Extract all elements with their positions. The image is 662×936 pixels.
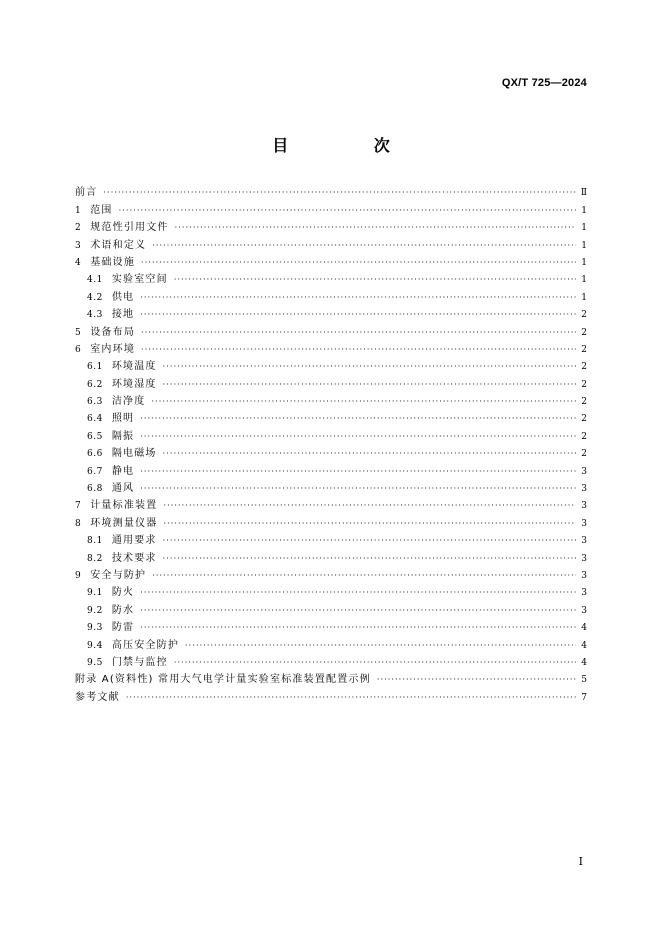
toc-entry-number: 6.4 [87,414,103,425]
toc-entry-page: 2 [581,379,587,390]
toc-entry[interactable] [75,304,587,321]
toc-entry-title: 通风 [111,483,135,495]
toc-entry-page: 7 [581,692,587,703]
toc-entry-title: 环境湿度 [111,378,157,390]
toc-dot-leader [163,379,576,391]
toc-entry[interactable] [75,217,587,234]
toc-entry-page: 1 [581,257,587,268]
toc-dot-leader [152,570,576,582]
toc-entry-number: 9.1 [87,588,103,599]
toc-entry-number: 4.3 [87,310,103,321]
toc-entry-page: 1 [581,275,587,286]
toc-entry-page: 5 [581,675,587,686]
toc-entry[interactable] [75,669,587,686]
toc-entry[interactable] [75,339,587,356]
standard-code: QX/T 725—2024 [501,77,587,89]
toc-entry-title: 环境温度 [111,361,157,373]
toc-entry-title: 范围 [90,204,113,216]
toc-dot-leader [141,344,576,356]
toc-entry[interactable] [75,321,587,338]
toc-entry[interactable] [75,199,587,216]
toc-entry-number: 6.7 [87,466,103,477]
toc-entry-title: 附录 A(资料性) 常用大气电学计量实验室标准装置配置示例 [75,674,371,686]
toc-entry-title: 安全与防护 [90,569,147,581]
toc-entry[interactable] [75,495,587,512]
toc-entry[interactable] [75,634,587,651]
toc-dot-leader [141,257,576,269]
toc-dot-leader [140,466,576,478]
page-number: Ⅰ [578,855,583,868]
toc-entry-page: 3 [581,518,587,529]
toc-entry-number: 9.3 [87,623,103,634]
toc-entry-number: 2 [75,223,82,234]
toc-entry-title: 参考文献 [75,691,120,703]
toc-entry-title: 防水 [111,604,135,616]
toc-dot-leader [152,240,576,252]
toc-entry[interactable] [75,617,587,634]
toc-entry-number: 6.6 [87,449,103,460]
toc-dot-leader [174,274,576,286]
toc-entry-number: 9.4 [87,640,103,651]
toc-entry[interactable] [75,686,587,703]
toc-entry[interactable] [75,408,587,425]
toc-entry[interactable] [75,269,587,286]
toc-entry-title: 洁净度 [111,396,146,408]
toc-entry-title: 前言 [75,187,98,199]
toc-entry-title: 门禁与监控 [111,656,168,668]
toc-entry-page: 4 [581,640,587,651]
toc-entry-page: 3 [581,536,587,547]
toc-dot-leader [126,692,576,704]
toc-entry[interactable] [75,391,587,408]
toc-entry[interactable] [75,652,587,669]
toc-entry[interactable] [75,182,587,199]
toc-entry-page: 2 [581,327,587,338]
toc-dot-leader [119,205,576,217]
toc-entry-number: 9 [75,570,82,581]
toc-entry-title: 隔电磁场 [111,448,157,460]
toc-entry-number: 7 [75,501,82,512]
toc-entry[interactable] [75,582,587,599]
toc-entry-number: 6.8 [87,484,103,495]
toc-entry-page: 4 [581,657,587,668]
toc-dot-leader [140,413,576,425]
toc-entry-page: 3 [581,553,587,564]
toc-entry-number: 6.3 [87,397,103,408]
toc-entry-number: 8.2 [87,553,103,564]
toc-entry-number: 9.5 [87,657,103,668]
toc-entry-title: 实验室空间 [111,274,168,286]
toc-dot-leader [151,396,576,408]
toc-dot-leader [140,431,576,443]
toc-entry-page: 3 [581,588,587,599]
toc-dot-leader [141,327,576,339]
toc-entry[interactable] [75,565,587,582]
toc-entry-page: 3 [581,484,587,495]
toc-entry-page: 2 [581,449,587,460]
toc-dot-leader [163,500,576,512]
toc-entry-number: 3 [75,240,82,251]
toc-entry[interactable] [75,286,587,303]
toc-entry-title: 防雷 [111,622,135,634]
toc-entry-number: 4.2 [87,292,103,303]
toc-dot-leader [140,483,576,495]
toc-entry-page: 2 [581,362,587,373]
toc-entry[interactable] [75,443,587,460]
toc-entry[interactable] [75,530,587,547]
toc-entry-page: 2 [581,397,587,408]
toc-entry-number: 4.1 [87,275,103,286]
toc-entry-title: 规范性引用文件 [90,222,169,234]
toc-entry-title: 设备布局 [90,326,136,338]
toc-entry-number: 8 [75,518,82,529]
toc-entry[interactable] [75,599,587,616]
toc-dot-leader [140,292,576,304]
toc-entry-title: 通用要求 [111,535,157,547]
toc-entry-page: 4 [581,623,587,634]
toc-entry[interactable] [75,460,587,477]
toc-entry-title: 供电 [111,291,135,303]
toc-entry-title: 计量标准装置 [90,500,158,512]
toc-entry-number: 9.2 [87,605,103,616]
toc-entry-page: 2 [581,414,587,425]
toc-entry[interactable] [75,373,587,390]
toc-dot-leader [377,674,576,686]
toc-entry-page: 3 [581,466,587,477]
toc-entry[interactable] [75,356,587,373]
toc-entry[interactable] [75,234,587,251]
toc-entry-page: 2 [581,431,587,442]
toc-entry-title: 室内环境 [90,343,136,355]
toc-entry-number: 8.1 [87,536,103,547]
toc-entry-title: 术语和定义 [90,239,147,251]
toc-entry-page: 3 [581,570,587,581]
toc-entry-title: 静电 [111,465,135,477]
toc-entry-title: 防火 [111,587,135,599]
toc-entry-title: 隔振 [111,430,135,442]
toc-entry-page: 2 [581,344,587,355]
toc-entry-number: 1 [75,205,82,216]
toc-entry-page: 1 [581,205,587,216]
toc-entry-page: 1 [581,240,587,251]
toc-entry-number: 6.2 [87,379,103,390]
toc-entry-number: 6 [75,344,82,355]
toc-entry-page: 1 [581,292,587,303]
toc-entry-title: 照明 [111,413,135,425]
toc-entry-page: 3 [581,605,587,616]
toc-entry-title: 接地 [111,309,135,321]
toc-dot-leader [163,448,576,460]
toc-entry[interactable] [75,478,587,495]
toc-dot-leader [163,518,576,530]
toc-entry-title: 环境测量仪器 [90,517,158,529]
toc-dot-leader [174,657,576,669]
toc-entry-page: Ⅱ [580,188,587,199]
toc-entry-page: 2 [581,310,587,321]
toc-dot-leader [103,187,575,199]
toc-entry[interactable] [75,512,587,529]
toc-entry-title: 高压安全防护 [111,639,180,651]
toc-dot-leader [140,622,576,634]
toc-entry-page: 1 [581,223,587,234]
toc-entry[interactable] [75,252,587,269]
toc-dot-leader [163,535,576,547]
toc-dot-leader [163,553,576,565]
toc-dot-leader [185,640,576,652]
toc-entry[interactable] [75,425,587,442]
toc-dot-leader [175,222,576,234]
toc-dot-leader [140,605,576,617]
toc-entry-title: 基础设施 [90,256,136,268]
toc-entry-title: 技术要求 [111,552,157,564]
toc-dot-leader [163,361,576,373]
toc-entry-page: 3 [581,501,587,512]
toc-title: 目 次 [272,136,430,155]
toc-dot-leader [140,587,576,599]
toc-entry-number: 5 [75,327,82,338]
toc-entry-number: 4 [75,257,82,268]
toc-entry-number: 6.1 [87,362,103,373]
toc-entry-number: 6.5 [87,431,103,442]
toc-entry[interactable] [75,547,587,564]
toc-dot-leader [140,309,576,321]
table-of-contents [75,182,587,704]
